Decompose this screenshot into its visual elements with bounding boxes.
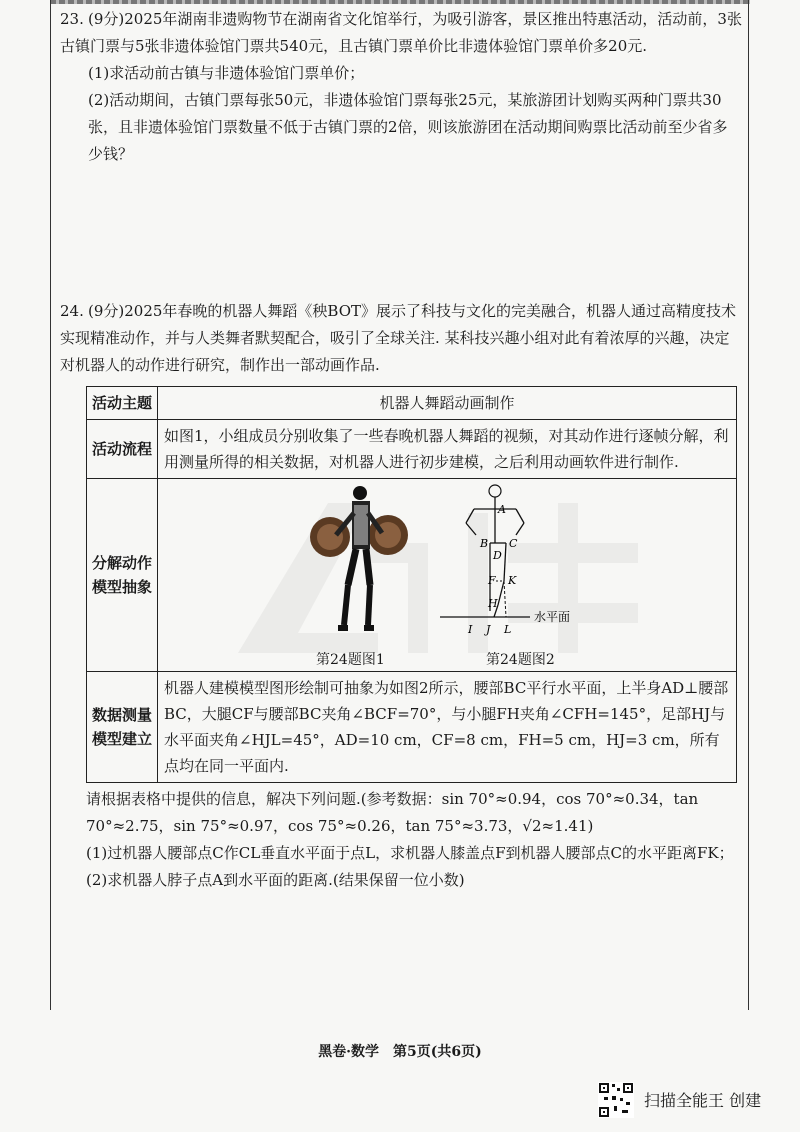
table-row bbox=[87, 672, 737, 783]
question-part-1: (1)求活动前古镇与非遗体验馆门票单价； bbox=[88, 64, 365, 82]
table-row bbox=[87, 420, 737, 479]
question-stem: (9分)2025年春晚的机器人舞蹈《秧BOT》展示了科技与文化的完美融合，机器人通过高精度技术实现精准动作，并与人类舞者默契配合，吸引了全球关注. 某科技兴趣小组对此有着浓厚的兴趣，决定对机器人的动作进行研究，制作出一部动画作品. bbox=[60, 302, 737, 374]
row-head-theme: 活动主题 bbox=[87, 387, 158, 420]
figure-1-caption: 第24题图1 bbox=[316, 652, 385, 668]
label-l: L bbox=[504, 623, 512, 636]
question-part-2: (2)求机器人脖子点A到水平面的距离.(结果保留一位小数) bbox=[86, 871, 465, 889]
table-row bbox=[87, 387, 737, 420]
label-h: H bbox=[488, 597, 498, 610]
activity-table bbox=[86, 386, 737, 783]
question-number: 24. bbox=[60, 302, 84, 320]
page-footer: 黑卷·数学 第5页(共6页) bbox=[318, 1044, 482, 1060]
row-head-process: 活动流程 bbox=[87, 420, 158, 479]
row-body-data: 机器人建模模型图形绘制可抽象为如图2所示，腰部BC平行水平面，上半身AD⊥腰部BC，大腿CF与腰部BC夹角∠BCF=70°，与小腿FH夹角∠CFH=145°，足部HJ与水平面夹角∠HJL=45°，AD=10 cm，CF=8 cm，FH=5 cm，HJ=3 cm，所有点均在同一平面内. bbox=[158, 672, 737, 783]
qr-code-icon bbox=[598, 1082, 634, 1118]
question-part-2: (2)活动期间，古镇门票每张50元，非遗体验馆门票每张25元，某旅游团计划购买两种门票共30张，且非遗体验馆门票数量不低于古镇门票的2倍，则该旅游团在活动期间购票比活动前至少省多少钱？ bbox=[88, 91, 728, 163]
row-body-theme: 机器人舞蹈动画制作 bbox=[158, 387, 737, 420]
label-c: C bbox=[509, 537, 518, 550]
question-number: 23. bbox=[60, 10, 84, 28]
label-i: I bbox=[468, 623, 473, 636]
top-edge-bar bbox=[50, 0, 750, 4]
label-b: B bbox=[480, 537, 489, 550]
label-ground: 水平面 bbox=[534, 610, 571, 624]
question-23 bbox=[60, 6, 742, 168]
row-head-data: 数据测量模型建立 bbox=[87, 672, 158, 783]
left-margin-line bbox=[50, 0, 51, 1010]
label-f: F bbox=[488, 574, 496, 587]
right-margin-line bbox=[748, 0, 749, 1010]
question-part-1: (1)过机器人腰部点C作CL垂直水平面于点L，求机器人膝盖点F到机器人腰部点C的水平距离FK； bbox=[86, 844, 734, 862]
robot-model-figure-2 bbox=[438, 483, 618, 639]
row-body-process: 如图1，小组成员分别收集了一些春晚机器人舞蹈的视频，对其动作进行逐帧分解，利用测量所得的相关数据，对机器人进行初步建模，之后利用动画软件进行制作. bbox=[158, 420, 737, 479]
figure-cell bbox=[158, 479, 737, 672]
instruction-text: 请根据表格中提供的信息，解决下列问题.(参考数据：sin 70°≈0.94，cos 70°≈0.34，tan 70°≈2.75，sin 75°≈0.97，cos 75°≈0.26，tan 75°≈3.73，√2≈1.41) bbox=[86, 790, 699, 835]
question-24 bbox=[60, 298, 742, 379]
robot-photo-figure-1 bbox=[308, 485, 418, 645]
label-k: K bbox=[508, 574, 517, 587]
scanner-badge bbox=[598, 1082, 778, 1118]
label-a: A bbox=[498, 503, 506, 516]
label-j: J bbox=[486, 623, 491, 636]
figure-2-caption: 第24题图2 bbox=[486, 652, 555, 668]
scanner-label: 扫描全能王 创建 bbox=[644, 1091, 762, 1110]
question-24-tasks bbox=[86, 786, 742, 894]
label-d: D bbox=[493, 549, 502, 562]
row-head-model: 分解动作模型抽象 bbox=[87, 479, 158, 672]
question-stem: (9分)2025年湖南非遗购物节在湖南省文化馆举行，为吸引游客，景区推出特惠活动，活动前，3张古镇门票与5张非遗体验馆门票共540元，且古镇门票单价比非遗体验馆门票单价多20元. bbox=[60, 10, 742, 55]
table-row bbox=[87, 479, 737, 672]
